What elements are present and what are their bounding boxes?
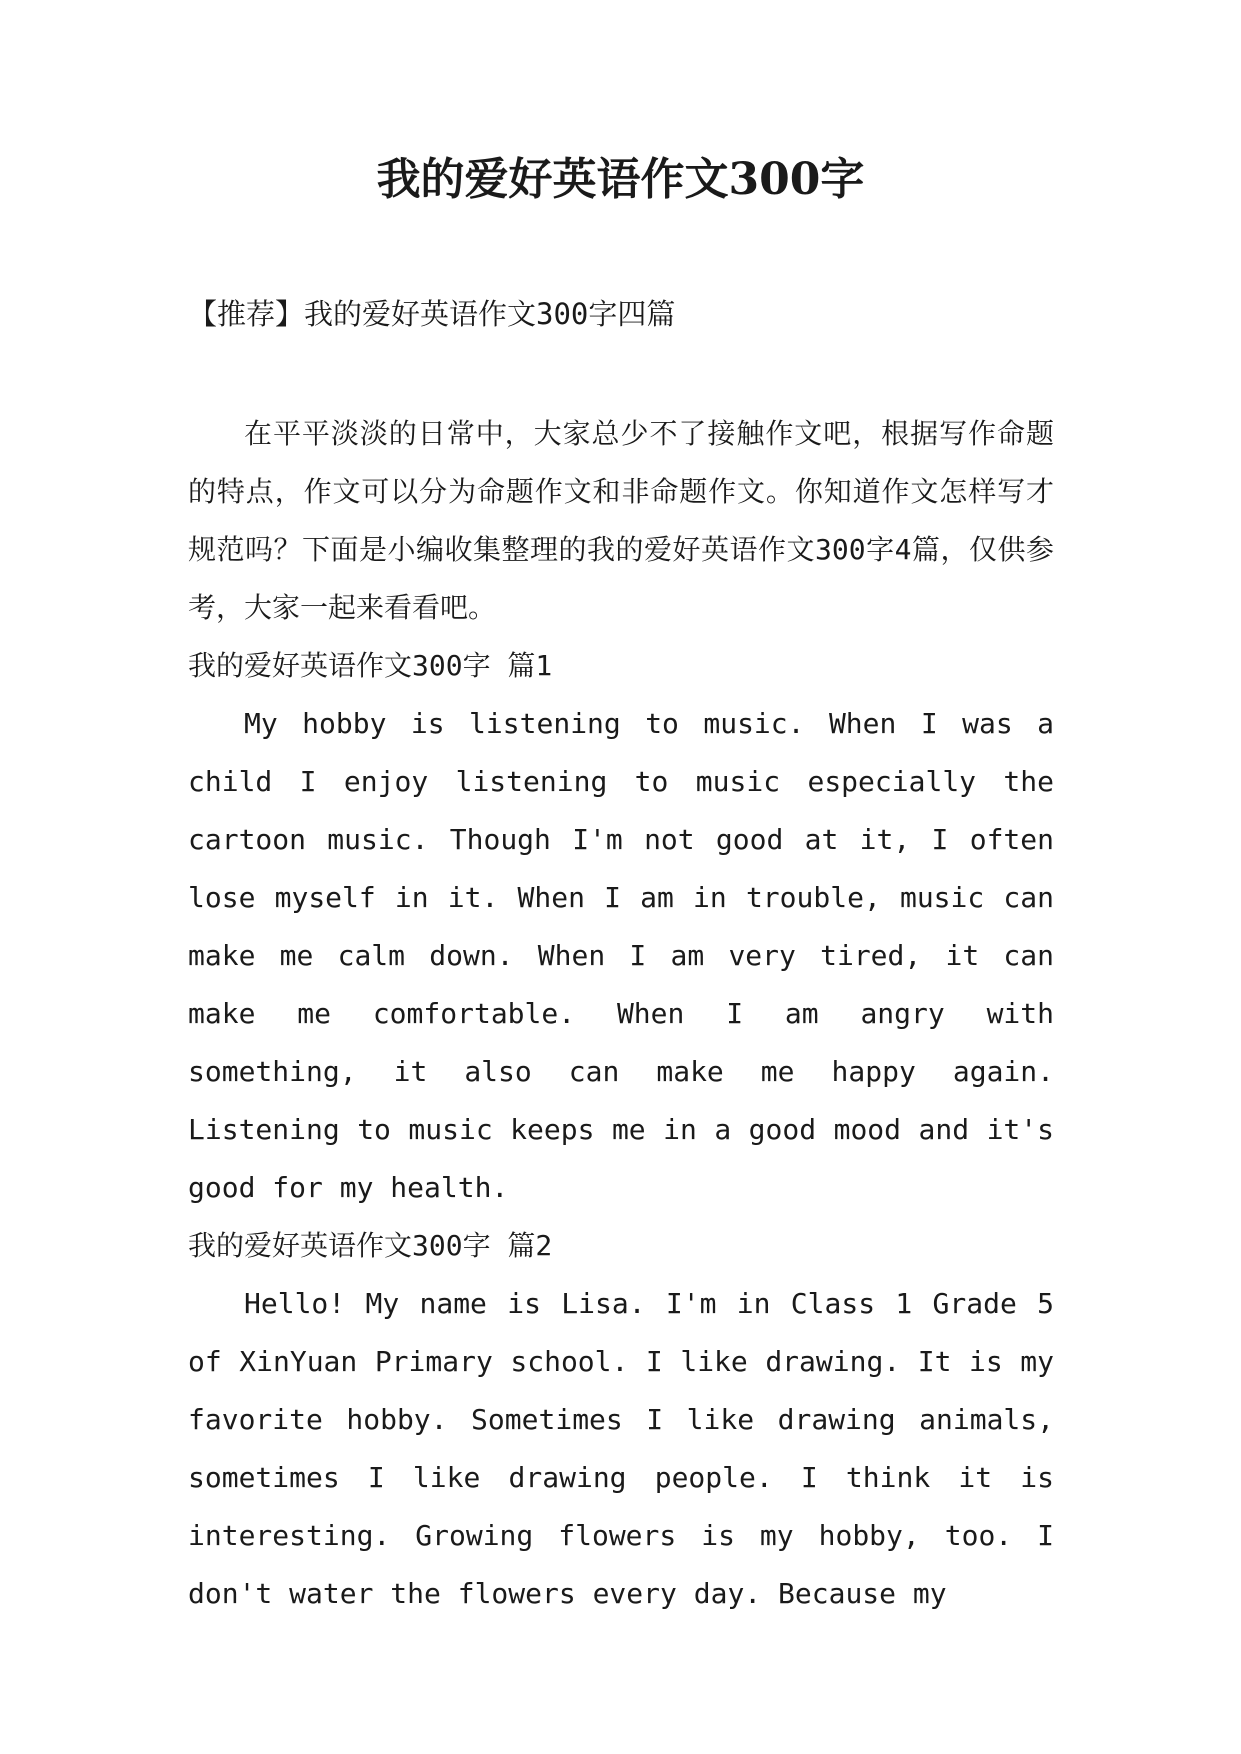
section-heading-1: 我的爱好英语作文300字 篇1 <box>188 649 553 682</box>
section-paragraph-1: My hobby is listening to music. When I was a child I enjoy listening to music especially the cartoon music. Though I'm not good at it, I often lose myself in it. When I am in trouble, music can make me calm down. When I am very tired, it can make me comfortable. When I am angry with something, it also can make me happy again. Listening to music keeps me in a good mood and it's good for my health. <box>188 707 1054 1204</box>
section-paragraph-2: Hello! My name is Lisa. I'm in Class 1 Grade 5 of XinYuan Primary school. I like drawing. It is my favorite hobby. Sometimes I like drawing animals, sometimes I like drawing people. I think it is interesting. Growing flowers is my hobby, too. I don't water the flowers every day. Because my <box>188 1287 1054 1610</box>
section-heading-2: 我的爱好英语作文300字 篇2 <box>188 1229 553 1262</box>
document-subtitle: 【推荐】我的爱好英语作文300字四篇 <box>188 297 676 331</box>
document-body <box>188 405 1054 1623</box>
intro-paragraph: 在平平淡淡的日常中，大家总少不了接触作文吧，根据写作命题的特点，作文可以分为命题作文和非命题作文。你知道作文怎样写才规范吗？下面是小编收集整理的我的爱好英语作文300字4篇，仅供参考，大家一起来看看吧。 <box>188 417 1054 624</box>
document-title: 我的爱好英语作文300字 <box>376 154 865 205</box>
